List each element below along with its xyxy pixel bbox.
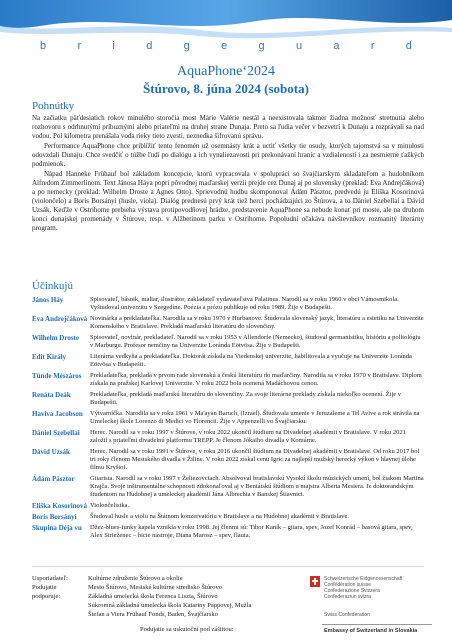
performer-row: [32, 429, 424, 445]
performer-name: Renáta Deák: [32, 391, 71, 399]
performer-name: Edit Király: [32, 353, 67, 361]
footer: [32, 568, 424, 640]
section-heading-motives: Pohnútky: [32, 100, 75, 112]
performer-row: [32, 315, 424, 331]
confed-line: Confédération suisse: [324, 582, 371, 588]
paragraph: Performance AquaPhone chce priblížiť tento fenomén už osemnásty krát a uctiť všetky tie osudy, ktorých tajomstvá sa v minulosti odovzdali Dunaju. Chce svedčiť o túžbe ľudí po dialógu a ich vynaliezavosti pri prekonávaní hraníc a vzdialeností i za nesmierne ťažkých podmienok.: [32, 142, 424, 168]
paragraph: Nápad Hanneke Frühauf bol základom koncepcie, ktorú vypracovala v spolupráci so švajčiarskym skladateľom a hudobníkom Alfredom Zimmerlinom. Text Jánosa Háya popri pôvodnej maďarskej verzii prejde cez Dunaj aj po slovensky (preklad: Eva Andrejčáková) a po nemecky (preklad: Wilhelm Droste a Agnes Otto). Sprievodnú hudbu skomponoval Ádám Pásztor, predvedú ju Eliška Kosorinová (violončelo) a Boris Borsányi (husle, viola). Dialóg prednesú prvý krát tiež herci pochádzajúci zo Štúrova, a to Dániel Szebellai a Dávid Uzsák. Keďže v Ostrihome prebieha výstava protipovodňovej hrádze, predstavenie AquaPhone sa nebude konať pri moste, ale na druhom konci dunajskej promenády v Štúrove, resp. v Alžbetinom parku v Ostrihome. Popoludní očakáva návštevníkov rozmanitý literárny program.: [32, 170, 424, 232]
performer-row: [32, 391, 424, 407]
footer-labels: [32, 574, 84, 601]
brand-letter: b: [40, 40, 47, 52]
brand-letter: g: [258, 40, 265, 52]
brand-letter: u: [295, 40, 303, 52]
performer-desc: Spisovateľ, novinár, prekladateľ. Narodil sa v roku 1953 v Allendorfe (Nemecko), študoval germanistiku, históriu a politológiu v Marburgu. Profesor nemčiny na Univerzite Loránda Eötvösa. Žije v Budapešti.: [90, 334, 421, 349]
divider: [322, 624, 432, 625]
performer-desc: Študoval husle a violu na Štátnom konzervatóriu v Bratislave a na Hudobnej akadémii v Bratislave.: [90, 513, 350, 520]
performer-desc: Gitarista. Narodil sa v roku 1997 v Želiezovciach. Absolvoval bratislavskú Vysokú školu múzických umení, bol žiakom Martina Krajča. Svoje inštrumentálne schopnosti zdokonaľoval aj v Beniátskú štúdiom u majstra Alberta Mesiera. Je doktorandským študentom na Hudobnej a umeleckej akadémii Jána Albrechta v Banskej Štiavnici.: [90, 475, 424, 498]
performer-row: [32, 334, 424, 350]
performer-row: [32, 372, 424, 388]
footer-label: Podujatie: [32, 584, 57, 591]
performer-desc: Herec. Narodil sa v roku 1991 v Štúrove, v roku 2016 ukončil štúdium na Divadelnej akadémii v Bratislave. Od roku 2017 bol tri roky členom Mestského divadla v Žiline. V roku 2022 získal cenu Igric za najlepší mužský herecký výkon v hlavnej úlohe filmu Kryštof.: [90, 448, 420, 471]
footer-label: Usporiadateľ:: [32, 575, 68, 582]
performer-desc: Prekladateľka, prekladá maďarskú literatúru do slovenčiny. Za svoje literárne preklady získala niekoľko ocenení. Žije v Budapešti.: [90, 391, 402, 406]
performer-row: [32, 410, 424, 426]
performer-name: Dávid Uzsák: [32, 448, 70, 456]
organizer: Kultúrne združenie Štúrovo a okolie: [88, 575, 183, 582]
performer-row: [32, 524, 424, 540]
performer-name: Eliška Kosorinová: [32, 502, 88, 510]
supporter: Štefan a Viera Frühauf Fonds, Baden, Švajčiarsko: [88, 611, 218, 618]
footer-label: podporuje:: [32, 593, 61, 600]
performer-name: Dániel Szebellai: [32, 429, 80, 437]
divider: [32, 566, 424, 567]
performer-row: [32, 353, 424, 369]
performer-desc: Spisovateľ, básnik, maliar, ilustrátor, zakladateľ vydavateľstva Palatinus. Narodil sa v roku 1960 v obci Vámosmikola. Vyštudoval univerzitu v Szegedíne. Poézia a prózu publikuje od roku 1989. Žije v Budapešti.: [90, 296, 399, 311]
patronage-note: Podujatie sa uskutoční pod záštitou:: [140, 626, 234, 633]
supporter: Mesto Štúrovo, Mestské kultúrne stredisko Štúrovo: [88, 584, 222, 591]
section-heading-performers: Účinkujú: [32, 280, 73, 292]
performer-row: [32, 448, 424, 472]
page-subtitle: Štúrovo, 8. júna 2024 (sobota): [143, 81, 309, 96]
brand-letter: d: [405, 40, 412, 52]
brand-wordmark: [0, 40, 452, 54]
performer-desc: Prekladateľka, prekladá v prvom rade slovenskú a českú literatúru do maďarčiny. Narodila sa v roku 1970 v Bratislave. Diplom získala na pražskej Karlovej Univerzite. V roku 2022 bola ocenená Madáchovou cenou.: [90, 372, 422, 387]
wave-banner-icon: [0, 0, 452, 44]
brand-letter: r: [370, 40, 375, 52]
performer-row: [32, 296, 424, 312]
performer-desc: Violončelistka.: [90, 502, 130, 509]
performer-name: Haviva Jacobson: [32, 410, 83, 418]
performer-row: [32, 502, 424, 510]
confed-line: Confederaziun svizra: [324, 594, 371, 600]
confed-line: Confederazione Svizzera: [324, 588, 380, 594]
performer-name: Ádám Pásztor: [32, 475, 75, 483]
performer-name: Wilhelm Droste: [32, 334, 79, 342]
supporter: Súkromná základná umelecká škola Katariny Pappovej, Mužla: [88, 602, 252, 609]
performer-name: Eva Andrejčáková: [32, 315, 88, 323]
brand-letter: e: [221, 40, 228, 52]
embassy-label: Embassy of Switzerland in Slovakia: [324, 628, 418, 634]
page-title: AquaPhone‘2024: [177, 64, 275, 79]
paragraph: Na začiatku päťdesiatich rokov minulého storočia most Márie Valérie nestál a neexistovala takmer žiadna možnosť stretnutia alebo rozhovoru s odrhnutými príbuznými alebo priateľmi na druhej strane Dunaja. Preto sa ľudia večer v bezvetrí k Dunaju a rozprávali sa nad vodou. Pol kilometra prenášala voda rieky tieto zvesti, neznedka šifrovanú správu.: [32, 114, 424, 140]
supporter: Základná umelecká škola Ferenca Liszta, Štúrovo: [88, 593, 218, 600]
brand-letter: g: [183, 40, 190, 52]
performer-desc: Novinárka a prekladateľka. Narodila sa v roku 1970 v Hurbanove. Študovala slovenský jazyk, literatúru a estetiku na Univerzite Komenského v Bratislave. Prekladá maďarskú literatúru do slovenčiny.: [90, 315, 424, 330]
brand-letter: r: [77, 40, 82, 52]
swiss-confederation-label: Swiss Confederation: [324, 612, 370, 618]
performer-row: [32, 475, 424, 499]
swiss-flag-icon: [310, 576, 320, 587]
performer-name: Boris Borsányi: [32, 513, 77, 521]
brand-letter: a: [333, 40, 340, 52]
performer-list: [32, 296, 424, 543]
performer-name: Tünde Mészáros: [32, 372, 82, 380]
footer-organizers: [88, 574, 288, 619]
performer-row: [32, 513, 424, 521]
brand-letter: i: [112, 40, 115, 52]
intro-text: [32, 114, 424, 234]
brand-letter: d: [146, 40, 153, 52]
performer-name: Skupina Déja vu: [32, 524, 82, 532]
swiss-confederation-names: [324, 576, 402, 600]
performer-desc: Džez-blues-funky kapela vznikla v roku 1998. Jej členmi sú: Tibor Kaník – gitara, spev, Jozef Konrád – basová gitara, spev, Alex Strieženec – bicie nástroje, Diana Marosz – spev, flauta.: [90, 524, 413, 539]
performer-desc: Herec. Narodil sa v roku 1997 v Štúrove, v roku 2022 ukončil štúdium na Divadelnej akadémii v Bratislave. V roku 2021 založil s priateľmi divadelnú platformu TREPP. Je členom Jókaiho divadla v Komárne.: [90, 429, 406, 444]
performer-desc: Výtvarníčka. Narodila sa v roku 1961 v Ma'ayan Baruch, (Izrael). Študovala umenie v Jeruzaleme a Tel Avive a rok strávila na Umeleckej škole Lorenzo di Medici vo Florencii. Žije v Appenzelli vo Švajčiarsku.: [90, 410, 420, 425]
confed-line: Schweizerische Eidgenossenschaft: [324, 576, 403, 582]
performer-desc: Literárna vedkyňa a prekladateľka. Doktorát získala na Viedenskej univerzite, habilitovala a vyučuje na Univerzite Loránda Eötvösa v Budapešti.: [90, 353, 412, 368]
performer-name: János Háy: [32, 296, 64, 304]
